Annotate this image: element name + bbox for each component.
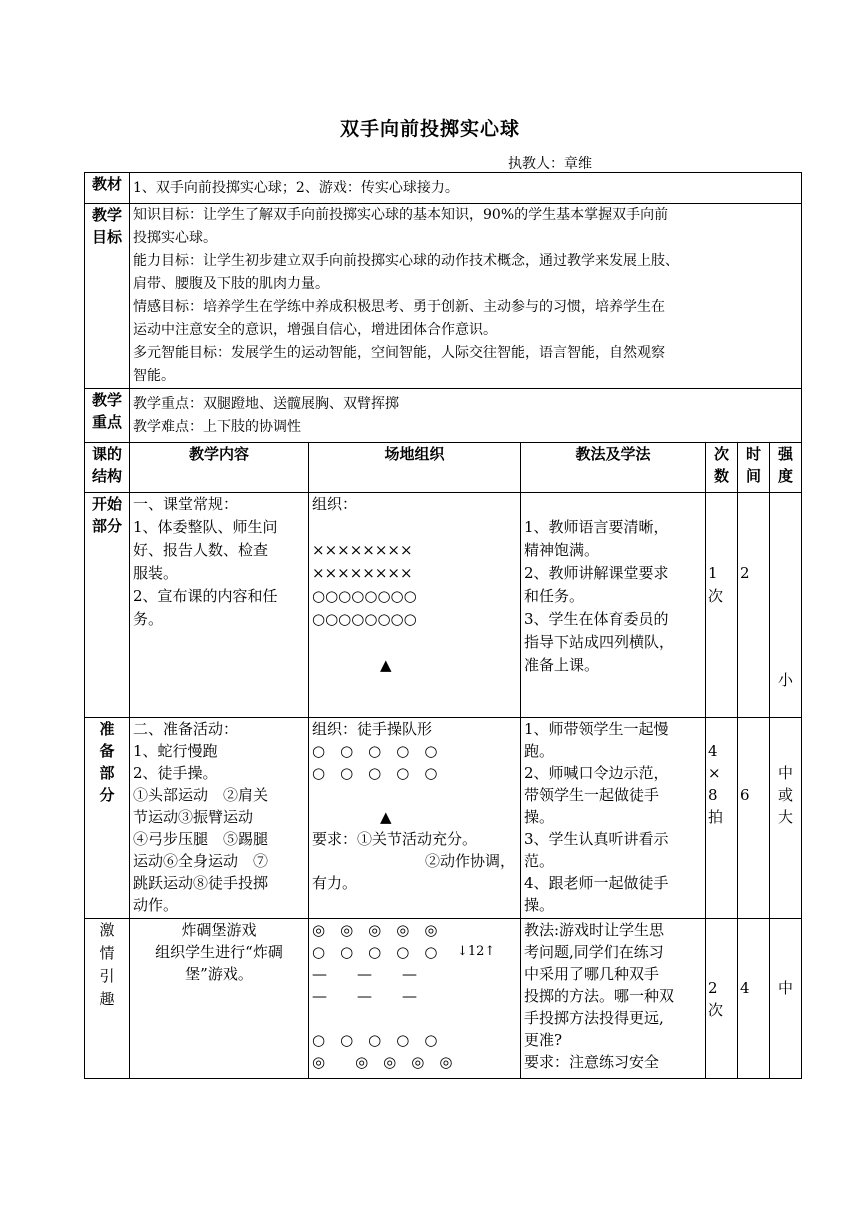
method-line: 和任务。 [524, 587, 585, 605]
formation-row: ◎ ◎ ◎ ◎ ◎ [312, 921, 438, 939]
content-line: 跳跃运动⑧徒手投掷 [133, 874, 269, 892]
blank-line [740, 718, 767, 740]
method-line: 精神饱满。 [524, 541, 600, 559]
formation-row: ◎ ◎ ◎ ◎ ◎ [312, 1053, 453, 1071]
formation-row: ×××××××× [312, 564, 413, 582]
column-header-row [85, 443, 802, 493]
formation-row: — — — [312, 987, 418, 1005]
content-line: 堡”游戏。 [185, 965, 253, 983]
emotion-objective: 运动中注意安全的意识，增强自信心，增进团体合作意识。 [133, 322, 497, 338]
times-line: 4 [708, 742, 718, 760]
method-line: 带领学生一起做徒手 [524, 786, 660, 804]
times-unit: 次 [708, 587, 724, 605]
method-line: 范。 [524, 852, 555, 870]
warmup-method [521, 718, 706, 919]
duration-value: 6 [740, 786, 750, 804]
content-line: 1、蛇行慢跑 [133, 742, 218, 760]
formation-row [312, 1007, 517, 1029]
start-label-line: 部分 [91, 517, 122, 535]
objectives-row [85, 204, 802, 389]
blank-line [524, 493, 702, 516]
header-times-line: 次 [713, 445, 729, 463]
content-line: 2、宣布课的内容和任 [133, 587, 278, 605]
content-line: ④弓步压腿 ⑤踢腿 [133, 830, 269, 848]
header-times-line: 数 [713, 467, 729, 485]
method-line: 3、学生认真听讲看示 [524, 830, 669, 848]
method-line: 2、教师讲解课堂要求 [524, 564, 669, 582]
ability-objective: 肩带、腰腹及下肢的肌肉力量。 [133, 276, 329, 292]
multi-intelligence-objective: 多元智能目标：发展学生的运动智能，空间智能，人际交往智能，语言智能，自然观察 [133, 345, 665, 361]
header-duration [738, 443, 770, 493]
duration-value: 4 [740, 978, 750, 997]
content-line: 2、徒手操。 [133, 764, 218, 782]
game-duration [738, 919, 770, 1079]
content-line: 好、报告人数、检查 [133, 541, 269, 559]
warmup-intensity [770, 718, 802, 919]
method-line: 指导下站成四列横队， [524, 633, 675, 651]
method-line: 要求：注意练习安全 [524, 1053, 660, 1071]
method-line: 4、跟老师一起做徒手 [524, 874, 669, 892]
method-line: 中采用了哪几种双手 [524, 965, 660, 983]
warmup-duration [738, 718, 770, 919]
key-points-label [85, 389, 130, 443]
key-points-row [85, 389, 802, 443]
blank-line [708, 539, 735, 562]
blank-line [708, 718, 735, 740]
header-intensity-line: 强 [778, 445, 794, 463]
teacher-name: 执教人：章维 [508, 156, 592, 172]
start-label-line: 开始 [91, 495, 122, 513]
start-section-label [85, 493, 130, 718]
blank-line [740, 762, 767, 784]
page-title: 双手向前投掷实心球 [339, 118, 520, 140]
organization-label: 组织： [312, 495, 358, 513]
blank-line [708, 516, 735, 539]
warmup-label-char: 分 [99, 786, 115, 804]
header-structure-line: 结构 [91, 467, 122, 485]
game-intensity [770, 919, 802, 1079]
method-line: 考问题,同学们在练习 [524, 943, 664, 961]
header-structure-line: 课的 [91, 445, 122, 463]
formation-row: ○○○○○○○○ [312, 610, 417, 628]
start-section-row [85, 493, 802, 718]
method-line: 操。 [524, 896, 555, 914]
method-line: 操。 [524, 808, 555, 826]
content-line: 服装。 [133, 564, 179, 582]
warmup-label-char: 部 [99, 764, 115, 782]
formation-row: ○ ○ ○ ○ ○ [312, 1031, 438, 1049]
formation-row: ×××××××× [312, 541, 413, 559]
intensity-line: 中 [778, 764, 794, 782]
intensity-line: 或 [778, 786, 794, 804]
warmup-label-char: 准 [99, 720, 115, 738]
game-content [130, 919, 309, 1079]
game-label-char: 激 [99, 921, 115, 939]
game-label-char: 情 [99, 944, 115, 962]
method-line: 投掷的方法。哪一种双 [524, 987, 675, 1005]
start-times [706, 493, 738, 718]
method-line: 准备上课。 [524, 656, 600, 674]
game-method [521, 919, 706, 1079]
duration-value: 2 [740, 564, 750, 582]
teacher-position-mark: ▲ [380, 656, 392, 674]
key-points-label-line: 教学 [91, 391, 122, 409]
method-line: 跑。 [524, 742, 555, 760]
warmup-times [706, 718, 738, 919]
content-line: 节运动③振臂运动 [133, 808, 254, 826]
method-line: 教法:游戏时让学生思 [524, 921, 665, 939]
content-line: 二、准备活动： [133, 720, 239, 738]
game-label-char: 趣 [99, 990, 115, 1008]
game-times [706, 919, 738, 1079]
warmup-section-row [85, 718, 802, 919]
intensity-line: 大 [778, 808, 794, 826]
intensity-value: 小 [778, 670, 794, 689]
times-value: 2 [708, 978, 718, 997]
material-label: 教材 [85, 173, 130, 204]
header-method: 教法及学法 [521, 443, 706, 493]
blank-line [740, 516, 767, 539]
header-duration-line: 时 [745, 445, 761, 463]
warmup-label-char: 备 [99, 742, 115, 760]
key-point: 教学重点：双腿蹬地、送髋展胸、双臂挥掷 [133, 395, 399, 412]
blank-line [312, 631, 517, 654]
method-line: 1、教师语言要清晰， [524, 518, 669, 536]
blank-line [770, 718, 801, 740]
method-line: 1、师带领学生一起慢 [524, 720, 669, 738]
blank-line [312, 516, 517, 539]
content-line: 炸碉堡游戏 [181, 921, 257, 939]
warmup-organization [309, 718, 521, 919]
header-intensity-line: 度 [778, 467, 794, 485]
start-method [521, 493, 706, 718]
times-line: × [708, 764, 721, 782]
times-line: 8 [708, 786, 718, 804]
knowledge-objective: 知识目标：让学生了解双手向前投掷实心球的基本知识，90%的学生基本掌握双手向前 [133, 207, 669, 223]
distance-marker: ↓12↑ [457, 944, 496, 959]
formation-row: ○○○○○○○○ [312, 587, 417, 605]
teacher-position-mark: ▲ [380, 808, 392, 826]
material-content: 1、双手向前投掷实心球；2、游戏：传实心球接力。 [130, 173, 802, 204]
header-duration-line: 间 [745, 467, 761, 485]
header-organization: 场地组织 [309, 443, 521, 493]
start-organization [309, 493, 521, 718]
ability-objective: 能力目标：让学生初步建立双手向前投掷实心球的动作技术概念，通过教学来发展上肢、 [133, 253, 679, 269]
content-line: 一、课堂常规： [133, 495, 239, 513]
blank-line [312, 784, 517, 806]
material-row [85, 173, 802, 204]
key-points-content [130, 389, 802, 443]
times-line: 拍 [708, 808, 724, 826]
objectives-content [130, 204, 802, 389]
game-section-label [85, 919, 130, 1079]
formation-row: ○ ○ ○ ○ ○ [312, 742, 438, 760]
header-times [706, 443, 738, 493]
content-line: 组织学生进行“炸碉 [155, 943, 283, 961]
difficulty-point: 教学难点：上下肢的协调性 [133, 418, 301, 435]
knowledge-objective: 投掷实心球。 [133, 230, 217, 246]
requirement-line: 有力。 [312, 874, 358, 892]
multi-intelligence-objective: 智能。 [133, 368, 175, 384]
intensity-value: 中 [778, 978, 794, 997]
objectives-label-line: 目标 [91, 228, 122, 246]
content-line: 1、体委整队、师生问 [133, 518, 278, 536]
objectives-label-line: 教学 [91, 206, 122, 224]
objectives-label [85, 204, 130, 389]
start-intensity [770, 493, 802, 718]
content-line: 运动⑥全身运动 ⑦ [133, 852, 269, 870]
header-content: 教学内容 [130, 443, 309, 493]
requirement-line: ②动作协调， [424, 852, 515, 870]
blank-line [740, 539, 767, 562]
emotion-objective: 情感目标：培养学生在学练中养成积极思考、勇于创新、主动参与的习惯，培养学生在 [133, 299, 665, 315]
lesson-plan-table [84, 172, 802, 1079]
game-label-char: 引 [99, 967, 115, 985]
key-points-label-line: 重点 [91, 413, 122, 431]
blank-line [770, 740, 801, 762]
method-line: 3、学生在体育委员的 [524, 610, 669, 628]
times-unit: 次 [708, 1000, 724, 1019]
warmup-section-label [85, 718, 130, 919]
header-structure [85, 443, 130, 493]
content-line: 务。 [133, 610, 164, 628]
method-line: 2、师喊口令边示范， [524, 764, 669, 782]
content-line: 动作。 [133, 896, 179, 914]
method-line: 更准? [524, 1031, 563, 1049]
warmup-content [130, 718, 309, 919]
times-value: 1 [708, 564, 718, 582]
formation-row: — — — [312, 965, 418, 983]
method-line: 手投掷方法投得更远, [524, 1009, 664, 1027]
blank-line [708, 493, 735, 516]
organization-label: 组织：徒手操队形 [312, 720, 433, 738]
header-intensity [770, 443, 802, 493]
formation-row: ○ ○ ○ ○ ○ [312, 764, 438, 782]
game-organization [309, 919, 521, 1079]
blank-line [740, 740, 767, 762]
start-content [130, 493, 309, 718]
formation-row: ○ ○ ○ ○ ○ [312, 943, 438, 961]
blank-line [740, 493, 767, 516]
requirement-line: 要求：①关节活动充分。 [312, 830, 478, 848]
start-duration [738, 493, 770, 718]
content-line: ①头部运动 ②肩关 [133, 786, 269, 804]
game-section-row [85, 919, 802, 1079]
